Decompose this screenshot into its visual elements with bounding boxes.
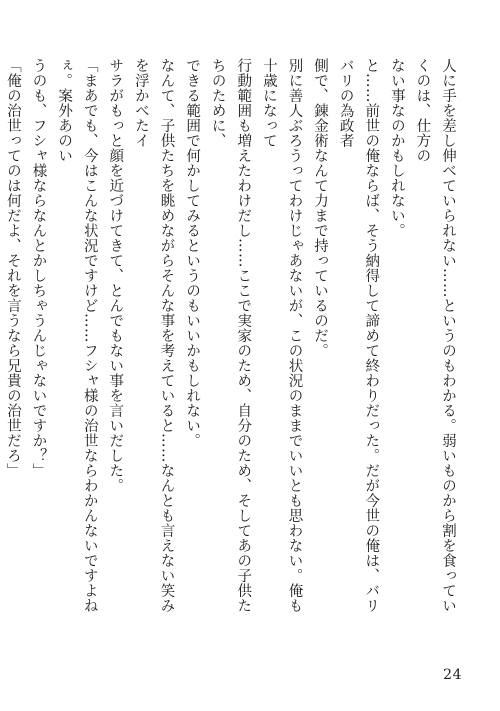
text-column-1: 人に手を差し伸べていられない……というのもわかる。弱いものから割を食っていくのは、仕方の [414, 58, 456, 613]
text-column-9: サラがもっと顔を近づけてきて、とんでもない事を言いだした。 [107, 58, 124, 493]
text-column-11: うのも、フシャ様ならなんとかしちゃうんじゃないですか？」 [30, 58, 47, 478]
page-number: 24 [443, 667, 462, 683]
text-column-6: 行動範囲も増えたわけだし……ここで実家のため、自分のため、そしてあの子供たちのために、 [209, 58, 252, 613]
text-column-12: 「俺の治世ってのは何だよ、それを言うなら兄貴の治世だろ」 [4, 58, 21, 478]
text-column-5: 別に善人ぶろうってわけじゃあないが、この状況のままでいいとも思わない。俺も十歳になって [260, 58, 303, 613]
vertical-text-block [4, 58, 460, 618]
text-column-8: なんて、子供たちを眺めながらそんな事を考えていると……なんとも言えない笑みを浮かべたイ [132, 58, 175, 613]
text-column-7: できる範囲で何かしてみるというのもいいかもしれない。 [184, 58, 201, 448]
text-column-2: ない事なのかもしれない。 [388, 58, 405, 238]
text-column-3: と……前世の俺ならば、そう納得して諦めて終わりだった。だが今世の俺は、バリバリの為政者 [337, 58, 380, 613]
text-column-4: 側で、錬金術なんて力まで持っているのだ。 [312, 58, 329, 358]
text-column-10: 「まあでも、今はこんな状況ですけど……フシャ様の治世ならわかんないですよねぇ。案外あのい [56, 58, 98, 613]
